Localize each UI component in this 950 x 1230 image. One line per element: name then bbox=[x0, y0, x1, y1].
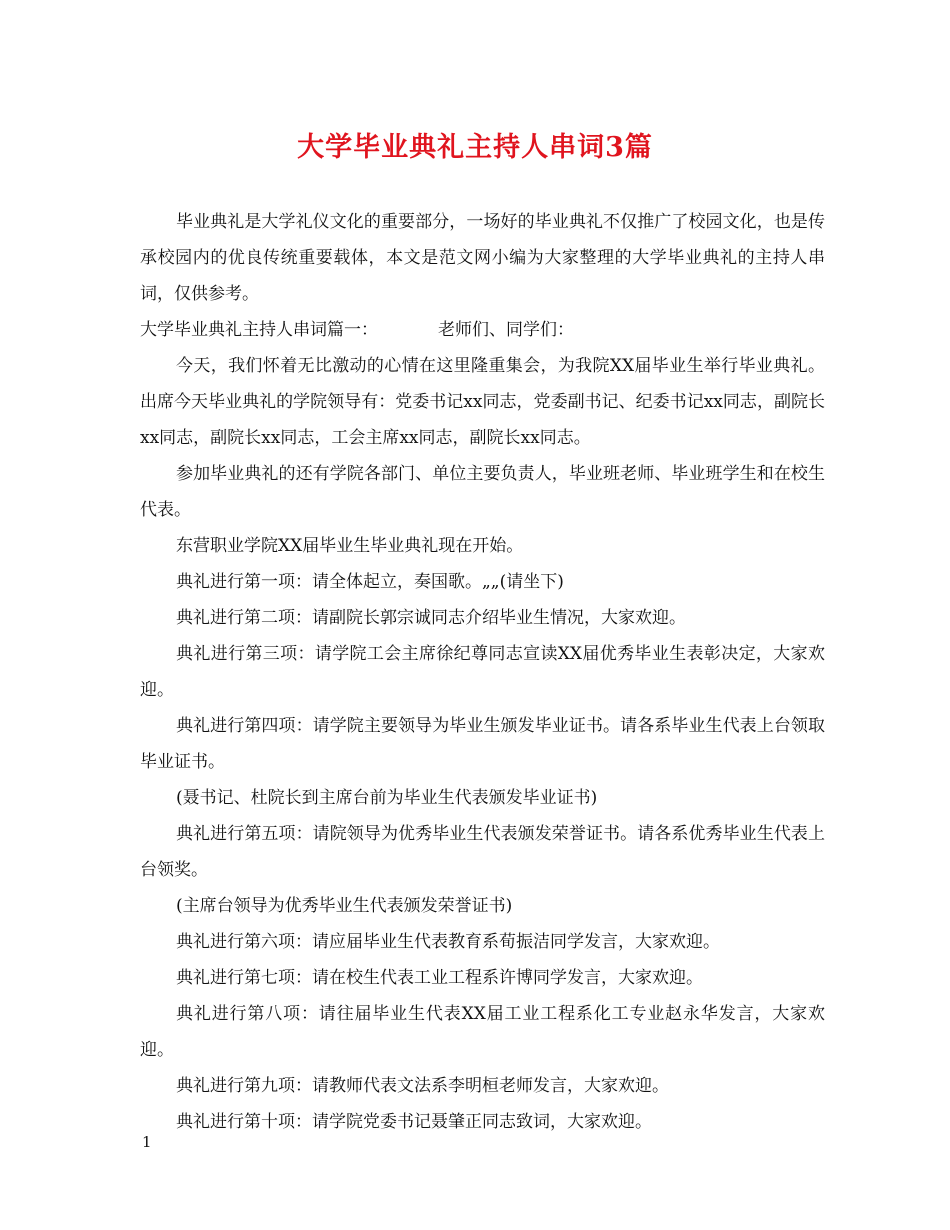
page-number: 1 bbox=[142, 1133, 152, 1151]
body-paragraph: 典礼进行第九项：请教师代表文法系李明桓老师发言，大家欢迎。 bbox=[176, 1076, 669, 1096]
body-paragraph: 典礼进行第三项：请学院工会主席徐纪尊同志宣读XX届优秀毕业生表彰决定，大家欢迎。 bbox=[140, 644, 825, 700]
intro-paragraph: 毕业典礼是大学礼仪文化的重要部分，一场好的毕业典礼不仅推广了校园文化，也是传承校园内的优良传统重要载体，本文是范文网小编为大家整理的大学毕业典礼的主持人串词，仅供参考。 bbox=[140, 212, 825, 304]
page-title: 大学毕业典礼主持人串词3篇 bbox=[297, 132, 653, 163]
body-paragraph: 典礼进行第二项：请副院长郭宗诚同志介绍毕业生情况，大家欢迎。 bbox=[176, 608, 686, 628]
body-paragraph: 典礼进行第一项：请全体起立，奏国歌。„„(请坐下) bbox=[176, 572, 564, 592]
body-paragraph: 东营职业学院XX届毕业生毕业典礼现在开始。 bbox=[176, 536, 524, 556]
body-paragraph: (聂书记、杜院长到主席台前为毕业生代表颁发毕业证书) bbox=[176, 788, 598, 808]
section-heading-line bbox=[140, 312, 825, 348]
body-paragraph: 今天，我们怀着无比激动的心情在这里隆重集会，为我院XX届毕业生举行毕业典礼。出席今天毕业典礼的学院领导有：党委书记xx同志，党委副书记、纪委书记xx同志，副院长xx同志，副院长xx同志，工会主席xx同志，副院长xx同志。 bbox=[140, 356, 825, 448]
body-paragraph: 典礼进行第五项：请院领导为优秀毕业生代表颁发荣誉证书。请各系优秀毕业生代表上台领奖。 bbox=[140, 824, 825, 880]
body-paragraph: 典礼进行第八项：请往届毕业生代表XX届工业工程系化工专业赵永华发言，大家欢迎。 bbox=[140, 1004, 825, 1060]
body-paragraph: 典礼进行第十项：请学院党委书记聂肇正同志致词，大家欢迎。 bbox=[176, 1112, 652, 1132]
greeting: 老师们、同学们： bbox=[438, 320, 574, 340]
section-heading: 大学毕业典礼主持人串词篇一： bbox=[140, 320, 378, 340]
body-paragraph: 典礼进行第七项：请在校生代表工业工程系许博同学发言，大家欢迎。 bbox=[176, 968, 703, 988]
body-paragraph: 典礼进行第四项：请学院主要领导为毕业生颁发毕业证书。请各系毕业生代表上台领取毕业证书。 bbox=[140, 716, 825, 772]
body-paragraph: (主席台领导为优秀毕业生代表颁发荣誉证书) bbox=[176, 896, 513, 916]
body-paragraph: 参加毕业典礼的还有学院各部门、单位主要负责人，毕业班老师、毕业班学生和在校生代表。 bbox=[140, 464, 825, 520]
body-paragraph: 典礼进行第六项：请应届毕业生代表教育系荀振洁同学发言，大家欢迎。 bbox=[176, 932, 720, 952]
document-body bbox=[140, 204, 825, 1140]
